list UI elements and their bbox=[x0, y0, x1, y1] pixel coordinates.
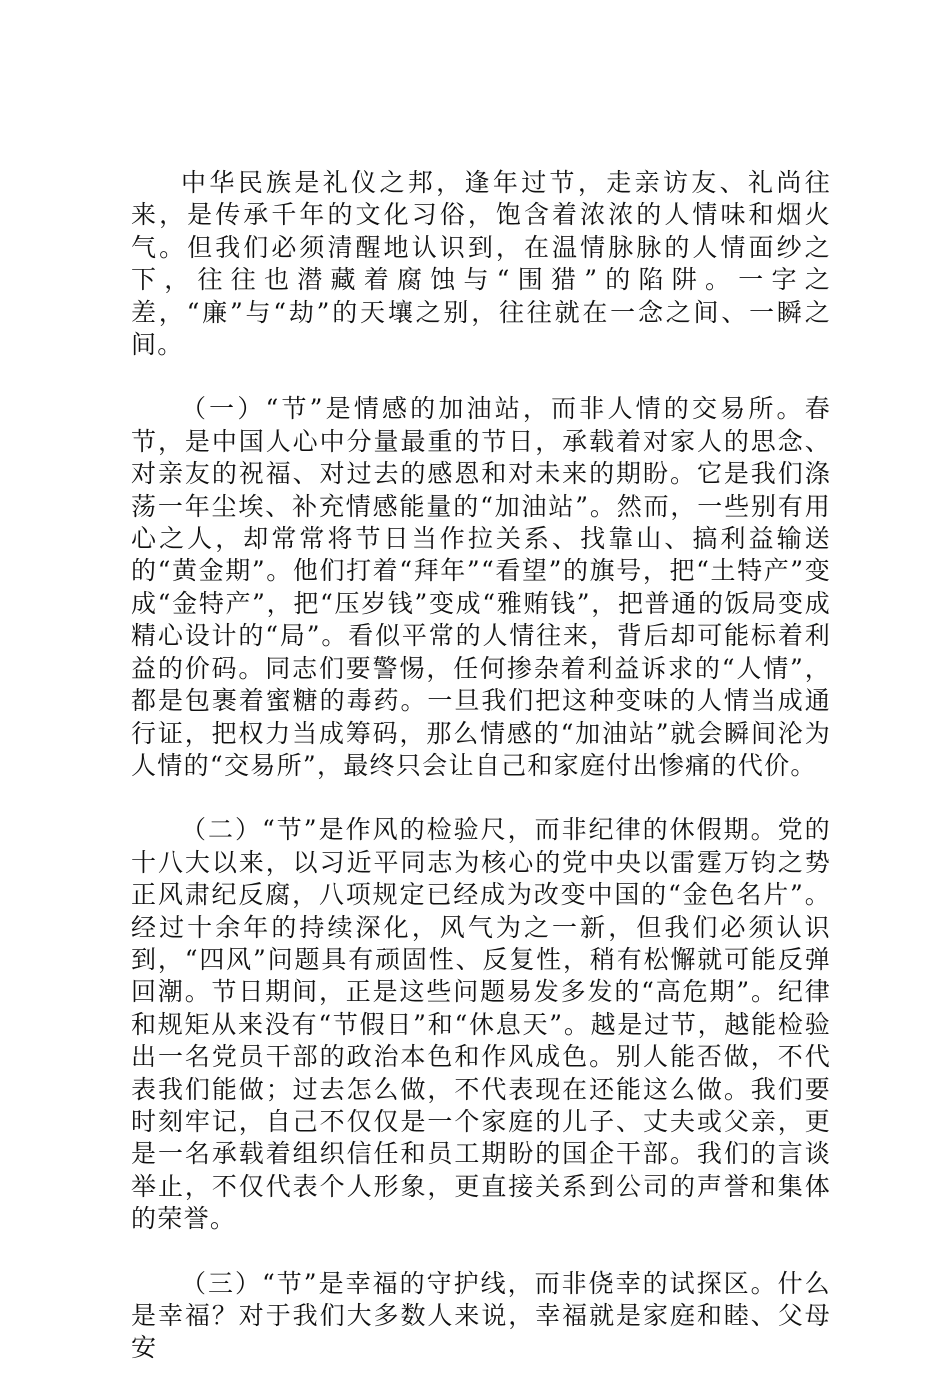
paragraph-section-two: （二）“节”是作风的检验尺，而非纪律的休假期。党的十八大以来，以习近平同志为核心的党中央以雷霆万钧之势正风肃纪反腐，八项规定已经成为改变中国的“金色名片”。经过十余年的持续深化，风气为之一新，但我们必须认识到，“四风”问题具有顽固性、反复性，稍有松懈就可能反弹回潮。节日期间，正是这些问题易发多发的“高危期”。纪律和规矩从来没有“节假日”和“休息天”。越是过节，越能检验出一名党员干部的政治本色和作风成色。别人能否做，不代表我们能做；过去怎么做，不代表现在还能这么做。我们要时刻牢记，自己不仅仅是一个家庭的儿子、丈夫或父亲，更是一名承载着组织信任和员工期盼的国企干部。我们的言谈举止，不仅代表个人形象，更直接关系到公司的声誉和集体的荣誉。 bbox=[131, 815, 831, 1234]
paragraph-section-one: （一）“节”是情感的加油站，而非人情的交易所。春节，是中国人心中分量最重的节日，承载着对家人的思念、对亲友的祝福、对过去的感恩和对未来的期盼。它是我们涤荡一年尘埃、补充情感能量的“加油站”。然而，一些别有用心之人，却常常将节日当作拉关系、找靠山、搞利益输送的“黄金期”。他们打着“拜年”“看望”的旗号，把“土特产”变成“金特产”，把“压岁钱”变成“雅贿钱”，把普通的饭局变成精心设计的“局”。看似平常的人情往来，背后却可能标着利益的价码。同志们要警惕，任何掺杂着利益诉求的“人情”，都是包裹着蜜糖的毒药。一旦我们把这种变味的人情当成通行证，把权力当成筹码，那么情感的“加油站”就会瞬间沦为人情的“交易所”，最终只会让自己和家庭付出惨痛的代价。 bbox=[131, 394, 831, 780]
paragraph-section-three: （三）“节”是幸福的守护线，而非侥幸的试探区。什么是幸福？对于我们大多数人来说，幸福就是家庭和睦、父母安 bbox=[131, 1268, 831, 1363]
document-body bbox=[131, 167, 831, 1397]
paragraph-intro: 中华民族是礼仪之邦，逢年过节，走亲访友、礼尚往来，是传承千年的文化习俗，饱含着浓浓的人情味和烟火气。但我们必须清醒地认识到，在温情脉脉的人情面纱之下，往往也潜藏着腐蚀与“围猎”的陷阱。一字之差，“廉”与“劫”的天壤之别，往往就在一念之间、一瞬之间。 bbox=[131, 168, 831, 360]
